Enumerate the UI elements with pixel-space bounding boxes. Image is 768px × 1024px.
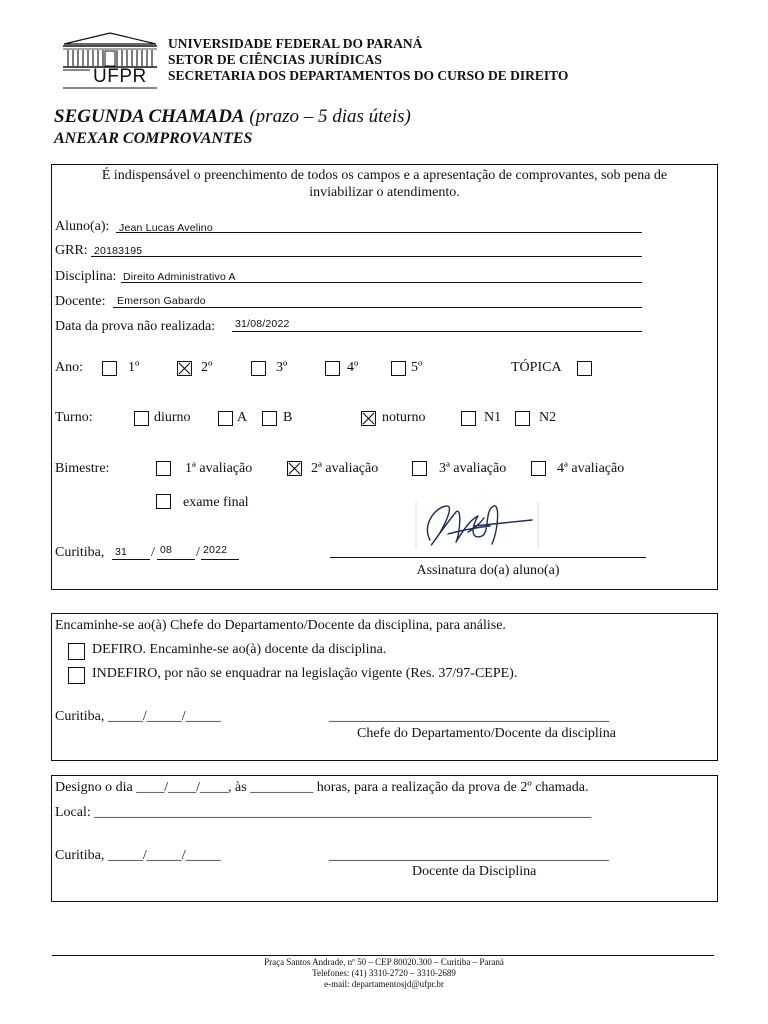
dept-intro: Encaminhe-se ao(à) Chefe do Departamento/Docente da disciplina, para análise.: [55, 618, 506, 633]
turno-a-checkbox[interactable]: [218, 411, 233, 426]
bimestre-3-label: 3ª avaliação: [439, 461, 507, 476]
student-signature-line[interactable]: [330, 557, 646, 558]
turno-n1-label: N1: [484, 410, 502, 425]
form-title-main: SEGUNDA CHAMADA: [54, 106, 245, 127]
student-signature-image: [412, 496, 552, 556]
handwritten-signature-icon: [412, 496, 552, 556]
schedule-line[interactable]: Designo o dia ____/____/____, às _________ horas, para a realização da prova de 2º chamada.: [55, 780, 589, 795]
checkbox-cross-icon: [178, 362, 191, 375]
ano-3-label: 3º: [276, 360, 288, 375]
turno-a-label: A: [237, 410, 248, 425]
footer-phones: Telefones: (41) 3310-2720 – 3310-2689: [312, 968, 456, 978]
ano-1-label: 1º: [128, 360, 140, 375]
turno-diurno-checkbox[interactable]: [134, 411, 149, 426]
topica-label: TÓPICA: [511, 360, 562, 375]
exame-final-checkbox[interactable]: [156, 494, 171, 509]
bimestre-4-label: 4ª avaliação: [557, 461, 625, 476]
aluno-label: Aluno(a):: [55, 219, 110, 234]
data-prova-label: Data da prova não realizada:: [55, 319, 216, 334]
ano-4-checkbox[interactable]: [325, 361, 340, 376]
ano-1-checkbox[interactable]: [102, 361, 117, 376]
dept-date-line[interactable]: Curitiba, _____/_____/_____: [55, 709, 221, 724]
ufpr-logo: [60, 30, 160, 90]
aluno-value: Jean Lucas Avelino: [119, 222, 213, 234]
indefiro-label: INDEFIRO, por não se enquadrar na legislação vigente (Res. 37/97-CEPE).: [92, 666, 518, 681]
turno-n1-checkbox[interactable]: [461, 411, 476, 426]
form-subtitle: ANEXAR COMPROVANTES: [54, 130, 253, 147]
header-institution: [168, 36, 568, 84]
turno-noturno-checkbox[interactable]: [361, 411, 376, 426]
student-signature-caption: Assinatura do(a) aluno(a): [416, 563, 560, 578]
disciplina-value: Direito Administrativo A: [123, 271, 236, 283]
turno-noturno-label: noturno: [382, 410, 426, 425]
signing-city: Curitiba,: [55, 545, 105, 560]
signing-day-value: 31: [115, 546, 128, 558]
signing-year-value: 2022: [203, 544, 228, 556]
bimestre-3-checkbox[interactable]: [412, 461, 427, 476]
signing-sep-1: /: [151, 545, 155, 560]
ufpr-logo-text: UFPR: [93, 66, 147, 87]
checkbox-cross-icon: [362, 412, 375, 425]
schedule-date-line[interactable]: Curitiba, _____/_____/_____: [55, 848, 221, 863]
header-line-secretariat: SECRETARIA DOS DEPARTAMENTOS DO CURSO DE DIREITO: [168, 68, 569, 83]
grr-field[interactable]: [91, 242, 642, 257]
notice-line-2: inviabilizar o atendimento.: [309, 185, 460, 200]
data-prova-value: 31/08/2022: [235, 318, 290, 330]
grr-value: 20183195: [94, 245, 143, 257]
turno-n2-checkbox[interactable]: [515, 411, 530, 426]
topica-checkbox[interactable]: [577, 361, 592, 376]
disciplina-label: Disciplina:: [55, 269, 117, 284]
turno-label: Turno:: [55, 410, 93, 425]
turno-b-label: B: [283, 410, 293, 425]
bimestre-2-label: 2ª avaliação: [311, 461, 379, 476]
bimestre-2-checkbox[interactable]: [287, 461, 302, 476]
indefiro-checkbox[interactable]: [68, 667, 85, 684]
footer-divider: [52, 955, 714, 956]
ano-3-checkbox[interactable]: [251, 361, 266, 376]
ano-2-checkbox[interactable]: [177, 361, 192, 376]
header-line-university: UNIVERSIDADE FEDERAL DO PARANÁ: [168, 36, 423, 51]
schedule-signature-caption: Docente da Disciplina: [412, 864, 537, 879]
form-title-deadline: (prazo – 5 dias úteis): [249, 106, 411, 127]
bimestre-4-checkbox[interactable]: [531, 461, 546, 476]
signing-sep-2: /: [196, 545, 200, 560]
signing-month-value: 08: [160, 544, 173, 556]
ano-label: Ano:: [55, 360, 83, 375]
bimestre-label: Bimestre:: [55, 461, 110, 476]
schedule-signature-line[interactable]: ________________________________________: [329, 848, 609, 863]
footer-email: e-mail: departamentosjd@ufpr.br: [324, 979, 444, 989]
ano-5-label: 5º: [411, 360, 423, 375]
schedule-local-line[interactable]: Local: _______________________________________________________________________: [55, 805, 592, 820]
exame-final-label: exame final: [183, 495, 249, 510]
defiro-checkbox[interactable]: [68, 643, 85, 660]
footer-address: Praça Santos Andrade, nº 50 – CEP 80020.300 – Curitiba – Paraná: [264, 957, 504, 967]
ano-2-label: 2º: [201, 360, 213, 375]
dept-signature-line[interactable]: ________________________________________: [329, 709, 609, 724]
docente-label: Docente:: [55, 294, 106, 309]
docente-value: Emerson Gabardo: [117, 295, 206, 307]
form-title: [54, 106, 411, 128]
turno-n2-label: N2: [539, 410, 557, 425]
dept-signature-caption: Chefe do Departamento/Docente da disciplina: [357, 726, 616, 741]
bimestre-1-label: 1ª avaliação: [185, 461, 253, 476]
turno-diurno-label: diurno: [154, 410, 191, 425]
header-line-sector: SETOR DE CIÊNCIAS JURÍDICAS: [168, 52, 382, 67]
ano-5-checkbox[interactable]: [391, 361, 406, 376]
notice-line-1: É indispensável o preenchimento de todos os campos e a apresentação de comprovantes, sob pena de: [101, 168, 668, 183]
ano-4-label: 4º: [347, 360, 359, 375]
checkbox-cross-icon: [288, 462, 301, 475]
defiro-label: DEFIRO. Encaminhe-se ao(à) docente da disciplina.: [92, 642, 387, 657]
turno-b-checkbox[interactable]: [262, 411, 277, 426]
data-prova-field[interactable]: [232, 317, 642, 332]
grr-label: GRR:: [55, 243, 88, 258]
bimestre-1-checkbox[interactable]: [156, 461, 171, 476]
